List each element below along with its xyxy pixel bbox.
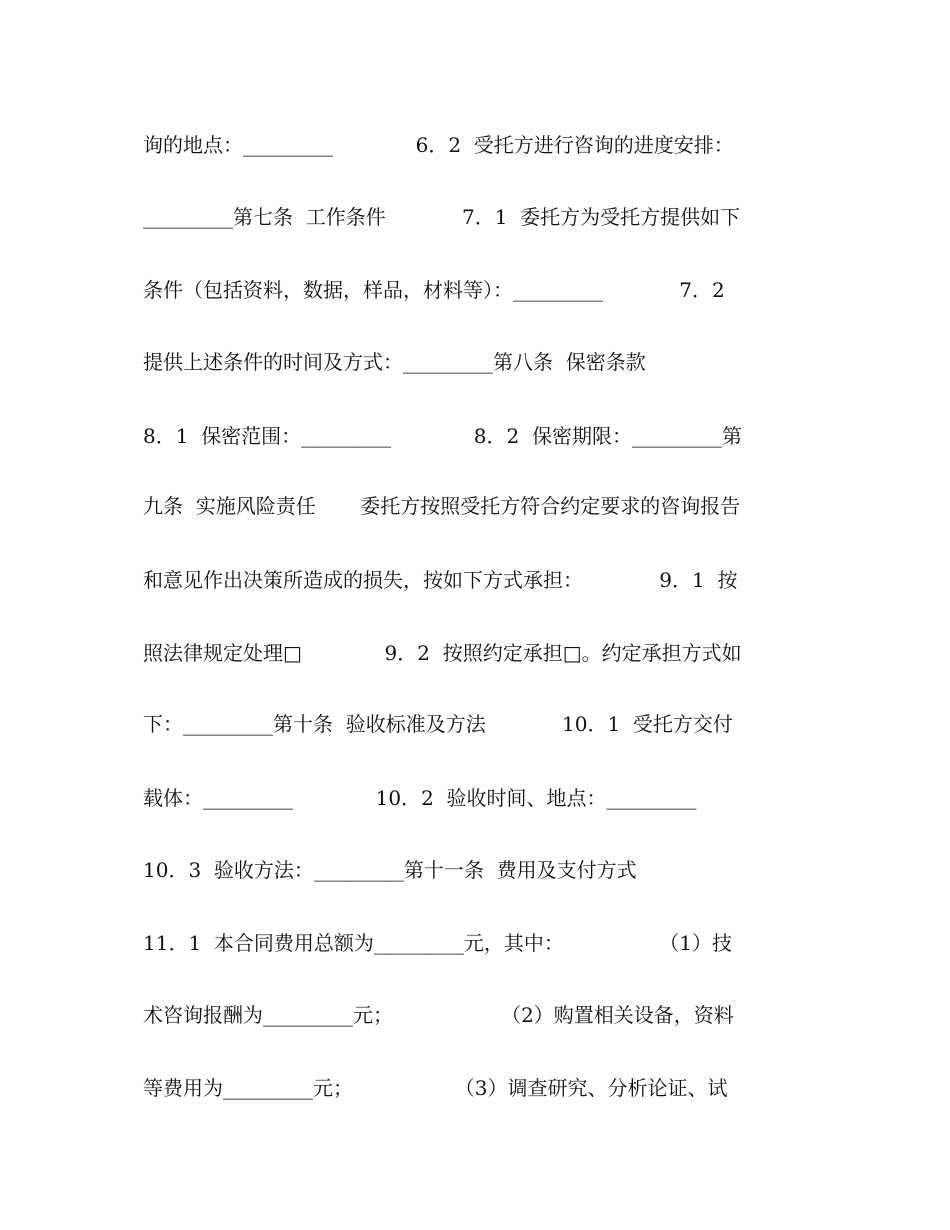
text-line-13: 术咨询报酬为_________元； （2）购置相关设备，资料	[143, 1003, 734, 1027]
text-line-1: 询的地点：_________ 6．2 受托方进行咨询的进度安排：	[143, 133, 734, 157]
text-line-3: 条件（包括资料，数据，样品，材料等）：_________ 7．2	[143, 278, 725, 302]
text-line-2: _________第七条 工作条件 7．1 委托方为受托方提供如下	[143, 205, 741, 229]
text-line-11: 10．3 验收方法：_________第十一条 费用及支付方式	[143, 858, 637, 882]
text-line-12: 11．1 本合同费用总额为_________元，其中： （1）技	[143, 931, 732, 955]
text-line-6: 九条 实施风险责任 委托方按照受托方符合约定要求的咨询报告	[143, 494, 741, 518]
text-line-10: 载体：_________ 10．2 验收时间、地点：_________	[143, 786, 697, 810]
text-line-9: 下：_________第十条 验收标准及方法 10．1 受托方交付	[143, 712, 733, 736]
text-line-4: 提供上述条件的时间及方式：_________第八条 保密条款	[143, 350, 646, 374]
text-line-14: 等费用为_________元； （3）调查研究、分析论证、试	[143, 1076, 728, 1100]
text-line-5: 8．1 保密范围：_________ 8．2 保密期限：_________第	[143, 424, 742, 448]
text-line-8: 照法律规定处理□ 9．2 按照约定承担□。约定承担方式如	[143, 641, 742, 665]
text-line-7: 和意见作出决策所造成的损失，按如下方式承担： 9．1 按	[143, 568, 738, 592]
